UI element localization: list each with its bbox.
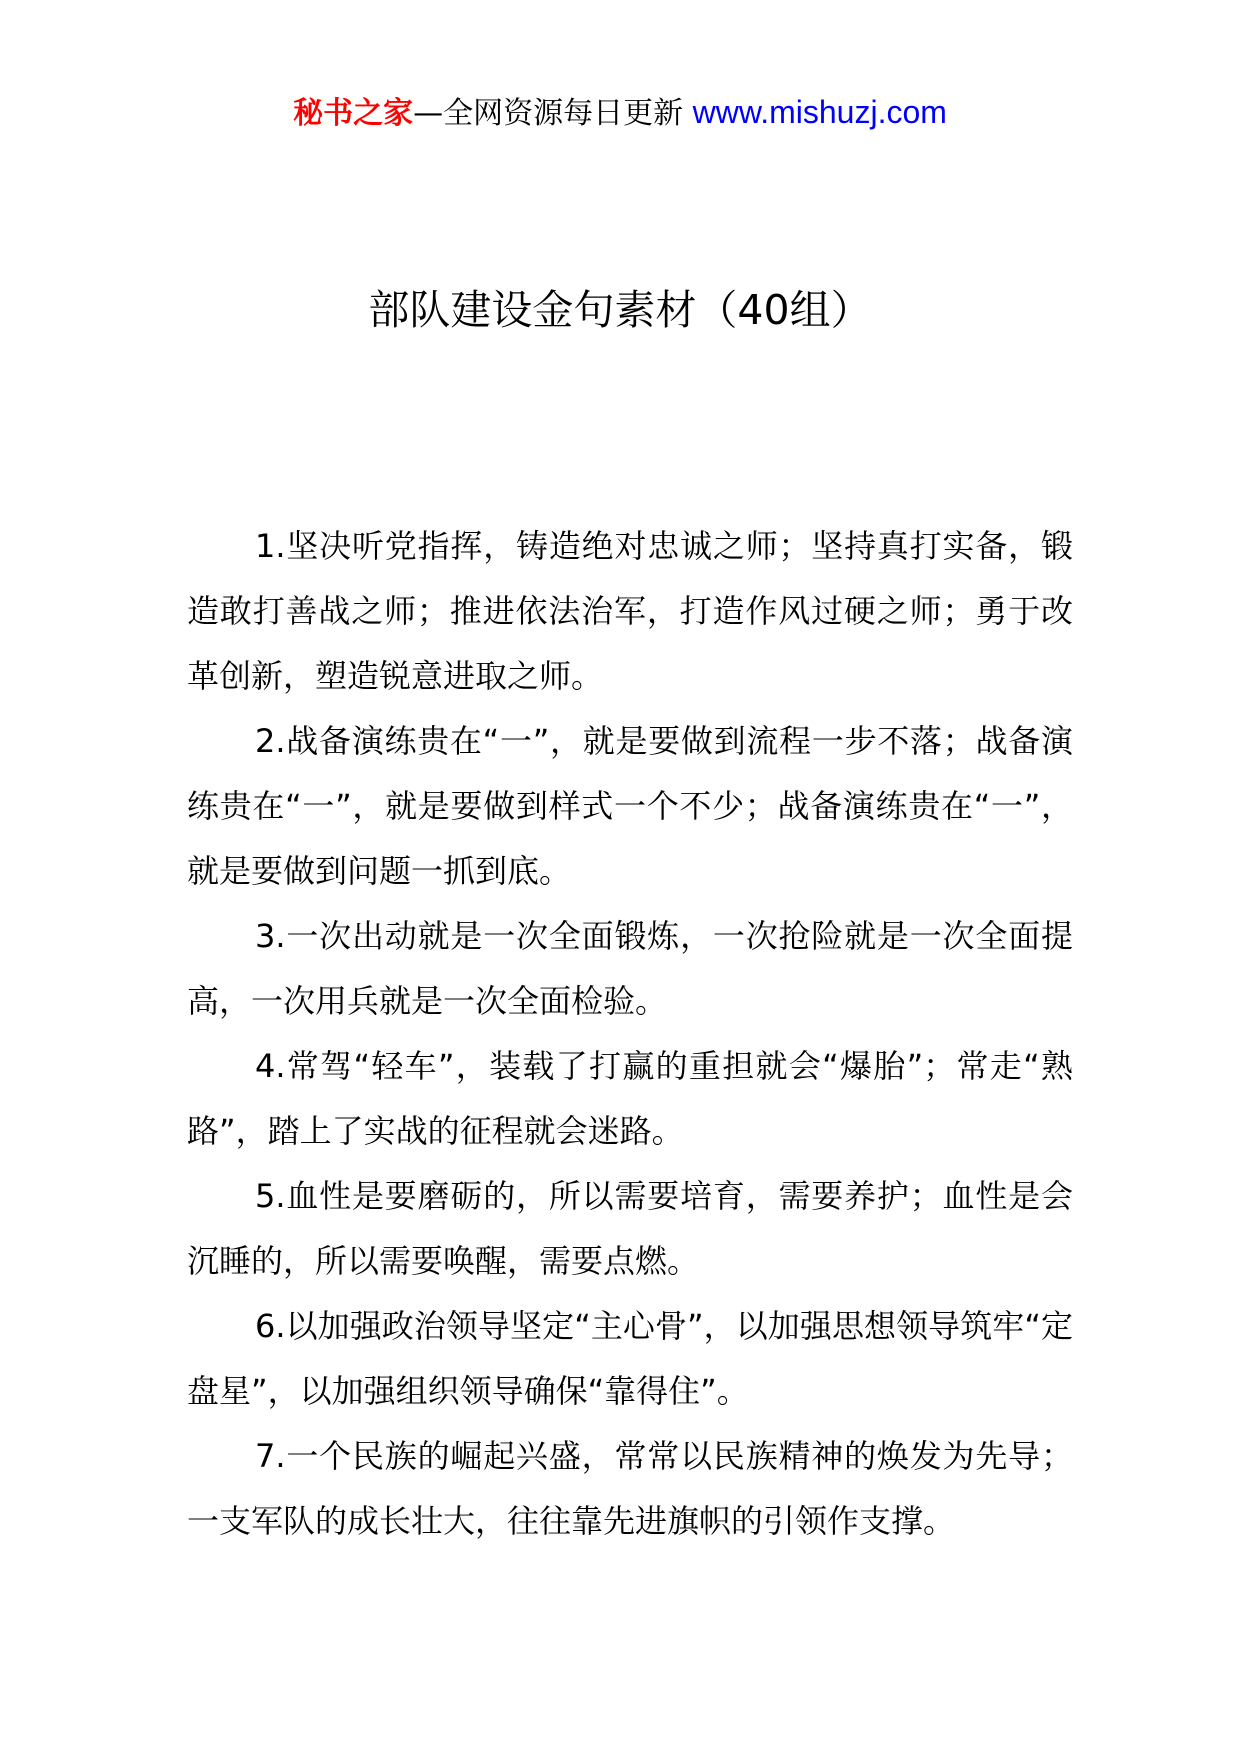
paragraph-3: 3.一次出动就是一次全面锻炼，一次抢险就是一次全面提高，一次用兵就是一次全面检验。 <box>187 917 1073 1020</box>
paragraph-7: 7.一个民族的崛起兴盛，常常以民族精神的焕发为先导；一支军队的成长壮大，往往靠先进旗帜的引领作支撑。 <box>187 1437 1073 1540</box>
document-body <box>187 514 1073 1554</box>
header-tagline: —全网资源每日更新 <box>413 96 693 131</box>
site-header <box>0 92 1240 134</box>
site-url-link[interactable]: www.mishuzj.com <box>692 94 947 130</box>
paragraph-2: 2.战备演练贵在“一”，就是要做到流程一步不落；战备演练贵在“一”，就是要做到样式一个不少；战备演练贵在“一”，就是要做到问题一抓到底。 <box>187 722 1073 890</box>
document-title: 部队建设金句素材（40组） <box>368 286 872 334</box>
paragraph-1: 1.坚决听党指挥，铸造绝对忠诚之师；坚持真打实备，锻造敢打善战之师；推进依法治军，打造作风过硬之师；勇于改革创新，塑造锐意进取之师。 <box>187 527 1073 695</box>
brand-name: 秘书之家 <box>293 96 414 131</box>
paragraph-5: 5.血性是要磨砺的，所以需要培育，需要养护；血性是会沉睡的，所以需要唤醒，需要点燃。 <box>187 1177 1073 1280</box>
paragraph-4: 4.常驾“轻车”，装载了打赢的重担就会“爆胎”；常走“熟路”，踏上了实战的征程就会迷路。 <box>187 1047 1073 1150</box>
paragraph-6: 6.以加强政治领导坚定“主心骨”，以加强思想领导筑牢“定盘星”，以加强组织领导确保“靠得住”。 <box>187 1307 1073 1410</box>
